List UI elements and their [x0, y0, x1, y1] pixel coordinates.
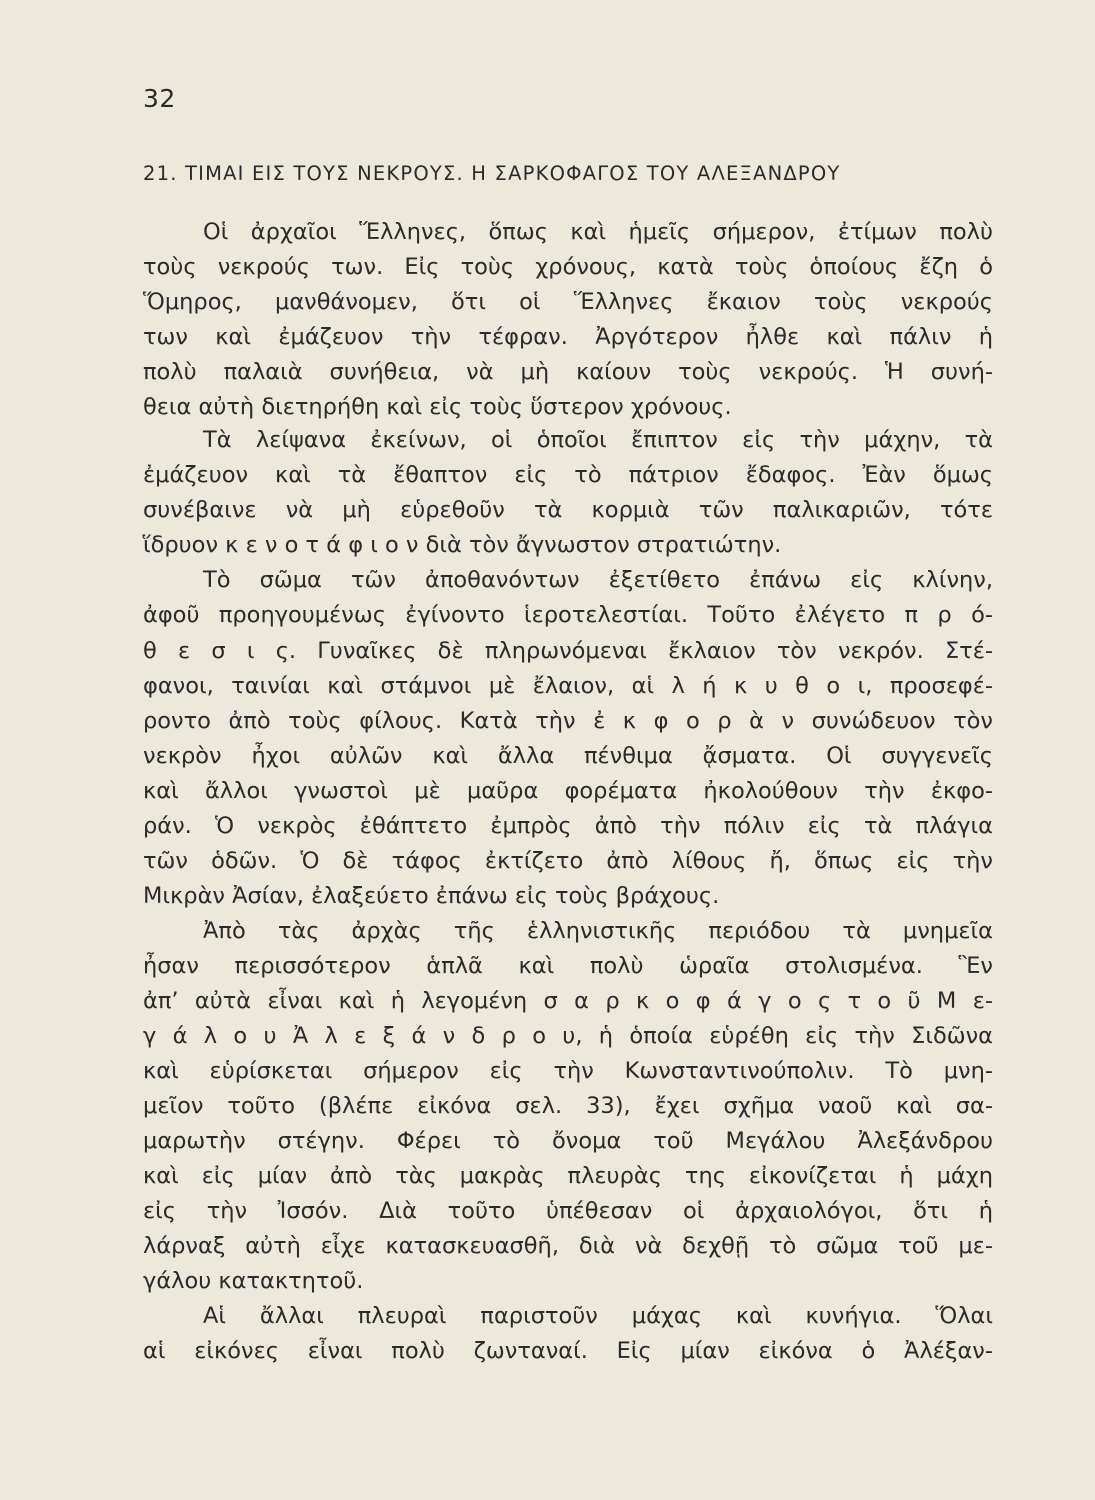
page-number: 32 [143, 84, 176, 113]
text-line: εἰς τὴν Ἰσσόν. Διὰ τοῦτο ὑπέθεσαν οἱ ἀρχαιολόγοι, ὅτι ἡ [143, 1198, 993, 1224]
text-line: συνέβαινε νὰ μὴ εὑρεθοῦν τὰ κορμιὰ τῶν παλικαριῶν, τότε [143, 497, 993, 523]
text-line: τοὺς νεκρούς των. Εἰς τοὺς χρόνους, κατὰ τοὺς ὁποίους ἔζη ὁ [143, 254, 993, 280]
text-line: θ ε σ ι ς. Γυναῖκες δὲ πληρωνόμεναι ἔκλαιον τὸν νεκρόν. Στέ- [143, 638, 993, 664]
text-line: γάλου κατακτητοῦ. [143, 1268, 364, 1294]
text-line: πολὺ παλαιὰ συνήθεια, νὰ μὴ καίουν τοὺς νεκρούς. Ἡ συνή- [143, 359, 993, 385]
text-line: καὶ εὑρίσκεται σήμερον εἰς τὴν Κωνσταντινούπολιν. Τὸ μνη- [143, 1058, 993, 1084]
section-heading: 21. ΤΙΜΑΙ ΕΙΣ ΤΟΥΣ ΝΕΚΡΟΥΣ. Η ΣΑΡΚΟΦΑΓΟΣ ΤΟΥ ΑΛΕΞΑΝΔΡΟΥ [143, 162, 841, 185]
text-line: ροντο ἀπὸ τοὺς φίλους. Κατὰ τὴν ἐ κ φ ο ρ ὰ ν συνώδευον τὸν [143, 708, 993, 734]
text-line: Οἱ ἀρχαῖοι Ἕλληνες, ὅπως καὶ ἡμεῖς σήμερον, ἐτίμων πολὺ [203, 219, 993, 245]
text-line: των καὶ ἐμάζευον τὴν τέφραν. Ἀργότερον ἦλθε καὶ πάλιν ἡ [143, 324, 993, 350]
text-line: γ ά λ ο υ Ἀ λ ε ξ ά ν δ ρ ο υ, ἡ ὁποία εὑρέθη εἰς τὴν Σιδῶνα [143, 1023, 993, 1049]
text-line: ράν. Ὁ νεκρὸς ἐθάπτετο ἐμπρὸς ἀπὸ τὴν πόλιν εἰς τὰ πλάγια [143, 813, 993, 839]
text-line: ἵδρυον κ ε ν ο τ ά φ ι ο ν διὰ τὸν ἄγνωστον στρατιώτην. [143, 532, 782, 558]
text-line: ἦσαν περισσότερον ἁπλᾶ καὶ πολὺ ὡραῖα στολισμένα. Ἓν [143, 953, 993, 979]
text-line: Μικρὰν Ἀσίαν, ἐλαξεύετο ἐπάνω εἰς τοὺς βράχους. [143, 883, 720, 909]
text-line: φανοι, ταινίαι καὶ στάμνοι μὲ ἔλαιον, αἱ λ ή κ υ θ ο ι, προσεφέ- [143, 673, 993, 699]
text-line: θεια αὐτὴ διετηρήθη καὶ εἰς τοὺς ὕστερον χρόνους. [143, 394, 732, 420]
text-line: μαρωτὴν στέγην. Φέρει τὸ ὄνομα τοῦ Μεγάλου Ἀλεξάνδρου [143, 1128, 993, 1154]
text-line: Ὅμηρος, μανθάνομεν, ὅτι οἱ Ἕλληνες ἔκαιον τοὺς νεκρούς [143, 289, 993, 315]
text-line: Ἀπὸ τὰς ἀρχὰς τῆς ἑλληνιστικῆς περιόδου τὰ μνημεῖα [203, 918, 993, 944]
text-line: Αἱ ἄλλαι πλευραὶ παριστοῦν μάχας καὶ κυνήγια. Ὅλαι [203, 1303, 993, 1329]
text-line: αἱ εἰκόνες εἶναι πολὺ ζωνταναί. Εἰς μίαν εἰκόνα ὁ Ἀλέξαν- [143, 1338, 993, 1364]
text-line: ἐμάζευον καὶ τὰ ἔθαπτον εἰς τὸ πάτριον ἔδαφος. Ἐὰν ὅμως [143, 462, 993, 488]
text-line: νεκρὸν ἦχοι αὐλῶν καὶ ἄλλα πένθιμα ᾄσματα. Οἱ συγγενεῖς [143, 743, 993, 769]
text-line: ἀπ’ αὐτὰ εἶναι καὶ ἡ λεγομένη σ α ρ κ ο φ ά γ ο ς τ ο ῦ Μ ε- [143, 988, 993, 1014]
text-line: Τὸ σῶμα τῶν ἀποθανόντων ἐξετίθετο ἐπάνω εἰς κλίνην, [203, 567, 993, 593]
text-line: καὶ εἰς μίαν ἀπὸ τὰς μακρὰς πλευρὰς της εἰκονίζεται ἡ μάχη [143, 1163, 993, 1189]
text-line: ἀφοῦ προηγουμένως ἐγίνοντο ἱεροτελεστίαι. Τοῦτο ἐλέγετο π ρ ό- [143, 602, 993, 628]
text-line: καὶ ἄλλοι γνωστοὶ μὲ μαῦρα φορέματα ἠκολούθουν τὴν ἐκφο- [143, 778, 993, 804]
text-line: τῶν ὁδῶν. Ὁ δὲ τάφος ἐκτίζετο ἀπὸ λίθους ἤ, ὅπως εἰς τὴν [143, 848, 993, 874]
text-line: μεῖον τοῦτο (βλέπε εἰκόνα σελ. 33), ἔχει σχῆμα ναοῦ καὶ σα- [143, 1093, 993, 1119]
text-line: λάρναξ αὐτὴ εἶχε κατασκευασθῆ, διὰ νὰ δεχθῇ τὸ σῶμα τοῦ με- [143, 1233, 993, 1259]
text-line: Τὰ λείψανα ἐκείνων, οἱ ὁποῖοι ἔπιπτον εἰς τὴν μάχην, τὰ [203, 427, 993, 453]
